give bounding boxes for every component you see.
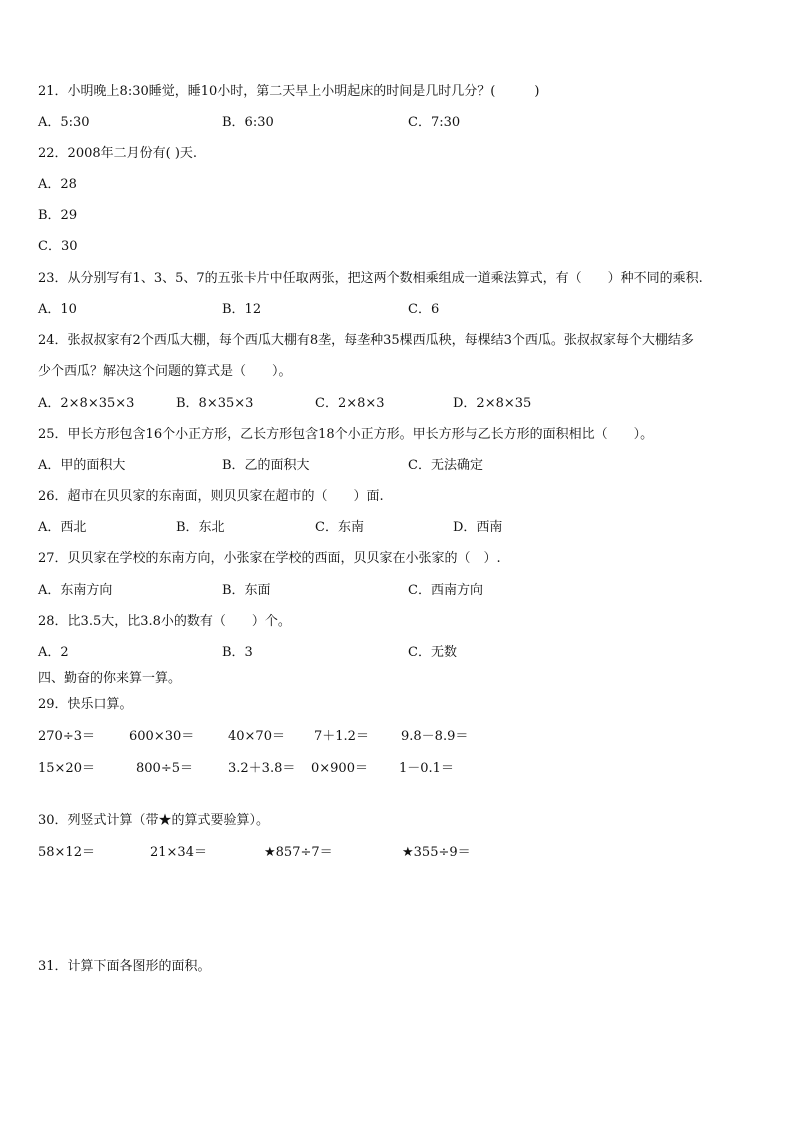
- q30-item2: 21×34＝: [150, 845, 207, 860]
- q29-row1-item1: 270÷3＝: [38, 729, 95, 744]
- question-28-text: 28．比3.5大，比3.8小的数有（ ）个。: [38, 614, 291, 629]
- q23-option-b[interactable]: B．12: [222, 302, 262, 317]
- q23-option-a[interactable]: A．10: [38, 302, 77, 317]
- q22-option-b[interactable]: B．29: [38, 208, 78, 223]
- q24-option-a[interactable]: A．2×8×35×3: [38, 396, 135, 411]
- q25-option-a[interactable]: A．甲的面积大: [38, 458, 126, 473]
- q28-option-c[interactable]: C．无数: [408, 645, 457, 660]
- q28-option-b[interactable]: B．3: [222, 645, 253, 660]
- q26-option-b[interactable]: B．东北: [176, 520, 225, 535]
- q26-option-c[interactable]: C．东南: [315, 520, 364, 535]
- q26-option-a[interactable]: A．西北: [38, 520, 87, 535]
- q24-option-d[interactable]: D．2×8×35: [453, 396, 532, 411]
- q29-row2-item2: 800÷5＝: [136, 761, 193, 776]
- section-4-title: 四、勤奋的你来算一算。: [38, 671, 182, 686]
- q29-row1-item3: 40×70＝: [228, 729, 285, 744]
- question-24-text-line2: 少个西瓜？解决这个问题的算式是（ ）。: [38, 364, 292, 379]
- question-29-text: 29．快乐口算。: [38, 697, 133, 712]
- q27-option-c[interactable]: C．西南方向: [408, 583, 483, 598]
- q24-option-b[interactable]: B．8×35×3: [176, 396, 254, 411]
- q30-item4: ★355÷9＝: [402, 845, 471, 860]
- q22-option-a[interactable]: A．28: [38, 177, 77, 192]
- q27-option-a[interactable]: A．东南方向: [38, 583, 113, 598]
- question-31-text: 31．计算下面各图形的面积。: [38, 959, 211, 974]
- q26-option-d[interactable]: D．西南: [453, 520, 503, 535]
- q29-row2-item3: 3.2＋3.8＝: [228, 761, 296, 776]
- q29-row2-item1: 15×20＝: [38, 761, 95, 776]
- question-22-text: 22．2008年二月份有( )天.: [38, 146, 198, 161]
- q21-option-b[interactable]: B．6:30: [222, 115, 274, 130]
- q25-option-c[interactable]: C．无法确定: [408, 458, 483, 473]
- q30-item3: ★857÷7＝: [264, 845, 333, 860]
- q22-option-c[interactable]: C．30: [38, 239, 78, 254]
- q27-option-b[interactable]: B．东面: [222, 583, 271, 598]
- q29-row1-item5: 9.8－8.9＝: [401, 729, 469, 744]
- q21-option-a[interactable]: A．5:30: [38, 115, 90, 130]
- question-26-text: 26．超市在贝贝家的东南面，则贝贝家在超市的（ ）面.: [38, 489, 384, 504]
- q29-row1-item4: 7＋1.2＝: [314, 729, 369, 744]
- q29-row1-item2: 600×30＝: [129, 729, 195, 744]
- question-30-text: 30．列竖式计算（带★的算式要验算）。: [38, 813, 270, 828]
- q28-option-a[interactable]: A．2: [38, 645, 69, 660]
- q25-option-b[interactable]: B．乙的面积大: [222, 458, 310, 473]
- question-25-text: 25．甲长方形包含16个小正方形，乙长方形包含18个小正方形。甲长方形与乙长方形的面积相比（ ）。: [38, 427, 654, 442]
- question-23-text: 23．从分别写有1、3、5、7的五张卡片中任取两张，把这两个数相乘组成一道乘法算式，有（ ）种不同的乘积.: [38, 271, 703, 286]
- question-21-text: 21．小明晚上8:30睡觉，睡10小时，第二天早上小明起床的时间是几时几分？( ): [38, 84, 540, 99]
- q29-row2-item5: 1－0.1＝: [399, 761, 454, 776]
- q24-option-c[interactable]: C．2×8×3: [315, 396, 385, 411]
- q29-row2-item4: 0×900＝: [311, 761, 368, 776]
- q30-item1: 58×12＝: [38, 845, 95, 860]
- q21-option-c[interactable]: C．7:30: [408, 115, 461, 130]
- q23-option-c[interactable]: C．6: [408, 302, 440, 317]
- question-27-text: 27．贝贝家在学校的东南方向，小张家在学校的西面，贝贝家在小张家的（ ）.: [38, 551, 501, 566]
- question-24-text-line1: 24．张叔叔家有2个西瓜大棚，每个西瓜大棚有8垄，每垄种35棵西瓜秧，每棵结3个西瓜。张叔叔家每个大棚结多: [38, 333, 694, 348]
